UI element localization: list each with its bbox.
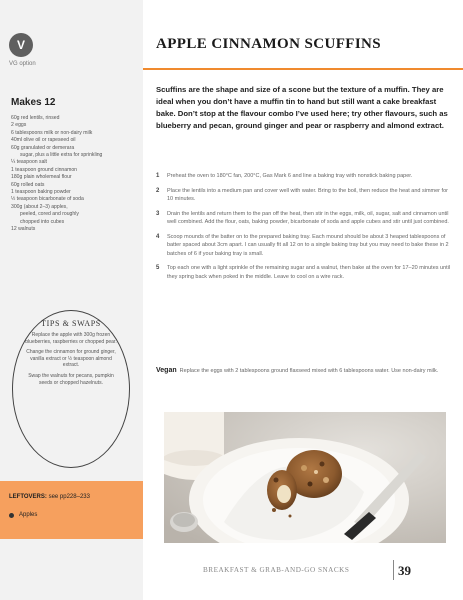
tip-item: Change the cinnamon for ground ginger, vanilla extract or ½ teaspoon almond extract. bbox=[26, 349, 116, 369]
ingredient-item: ¼ teaspoon salt bbox=[11, 159, 47, 166]
scuffins-photo bbox=[164, 412, 446, 543]
tips-title: TIPS & SWAPS bbox=[41, 319, 101, 328]
method-step bbox=[156, 233, 452, 259]
step-text: Place the lentils into a medium pan and cover well with water. Bring to the boil, then reduce the heat and simmer for 10 minutes. bbox=[167, 187, 448, 202]
ingredient-item: sugar, plus a little extra for sprinkling bbox=[20, 152, 103, 159]
step-number: 5 bbox=[156, 265, 160, 271]
method-step bbox=[156, 187, 452, 204]
step-number: 3 bbox=[156, 210, 160, 217]
step-number: 2 bbox=[156, 187, 160, 194]
ingredient-item: 1 teaspoon ground cinnamon bbox=[11, 166, 77, 173]
step-text: Scoop mounds of the batter on to the prepared baking tray. Each mound should be about 3 heaped tablespoons of batter spaced about 3cm apart. I can usually fit all 12 on to a single baking tray but you may need to bake these in 2 batches of 6 if your baking tray is small. bbox=[167, 233, 449, 257]
ingredient-list bbox=[11, 115, 139, 234]
yield-heading: Makes 12 bbox=[11, 97, 56, 108]
vegetarian-badge-icon: V bbox=[9, 33, 33, 57]
method-steps bbox=[156, 172, 452, 287]
leftover-item bbox=[9, 512, 133, 518]
ingredient-item: 60g red lentils, rinsed bbox=[11, 115, 60, 121]
ingredient-item: chopped into cubes bbox=[20, 218, 65, 225]
recipe-title: APPLE CINNAMON SCUFFINS bbox=[156, 36, 382, 52]
vegan-label: Vegan bbox=[156, 367, 177, 374]
method-step bbox=[156, 172, 452, 181]
ingredient-item: 60g rolled oats bbox=[11, 181, 45, 188]
ingredient-item: peeled, cored and roughly bbox=[20, 211, 79, 218]
ingredient-item: 2 eggs bbox=[11, 122, 27, 129]
ingredient-item: 40ml olive oil or rapeseed oil bbox=[11, 137, 76, 144]
scuffins-illustration bbox=[164, 412, 446, 543]
leftover-item-label: Apples bbox=[19, 512, 38, 518]
vegan-note bbox=[156, 367, 450, 376]
leftovers-box bbox=[0, 481, 143, 539]
ingredient-item: ½ teaspoon bicarbonate of soda bbox=[11, 196, 84, 203]
step-text: Top each one with a light sprinkle of the remaining sugar and a walnut, then bake at the oven for 17–20 minutes until they spring back when poked in the middle. Leave to cool on a wire rack. bbox=[167, 265, 451, 280]
method-step bbox=[156, 264, 452, 281]
ingredient-item: 60g granulated or demerara bbox=[11, 144, 75, 151]
accent-rule bbox=[143, 68, 463, 70]
tip-item: Replace the apple with 300g frozen blueberries, raspberries or chopped pear. bbox=[25, 332, 117, 345]
leftovers-page-ref: see pp228–233 bbox=[48, 494, 90, 500]
bullet-icon bbox=[9, 513, 14, 518]
tips-and-swaps-box bbox=[12, 310, 130, 468]
method-step bbox=[156, 210, 452, 227]
ingredient-item: 12 walnuts bbox=[11, 226, 36, 233]
page-number: 39 bbox=[398, 563, 411, 578]
step-number: 4 bbox=[156, 233, 160, 240]
vg-option-label: VG option bbox=[9, 61, 36, 67]
step-text: Preheat the oven to 180°C fan, 200°C, Gas Mark 6 and line a baking tray with nonstick baking paper. bbox=[167, 173, 413, 179]
recipe-intro: Scuffins are the shape and size of a scone but the texture of a muffin. They are ideal when you don’t have a muffin tin to hand but still want a cake breakfast bake. Don’t stop at the flavour combo I’ve used here; try other flavours, such as blueberry and pecan, ground ginger and pear or raspberry and almond extract. bbox=[156, 85, 448, 130]
footer-divider bbox=[393, 560, 394, 580]
vegan-text: Replace the eggs with 2 tablespoons ground flaxseed mixed with 6 tablespoons water. Use non-dairy milk. bbox=[179, 368, 439, 374]
footer-section-title: BREAKFAST & GRAB-AND-GO SNACKS bbox=[203, 566, 350, 574]
step-text: Drain the lentils and return them to the pan off the heat, then stir in the eggs, milk, oil, sugar, salt and cinnamon until well combined. Add the flour, oats, baking powder, bicarbonate of soda and apple cubes and stir until just combined. bbox=[167, 210, 449, 225]
step-number: 1 bbox=[156, 173, 160, 179]
ingredient-item: 300g (about 2–3) apples, bbox=[11, 203, 68, 210]
ingredient-item: 180g plain wholemeal flour bbox=[11, 174, 72, 181]
ingredient-item: 1 teaspoon baking powder bbox=[11, 189, 71, 196]
ingredient-item: 6 tablespoons milk or non-dairy milk bbox=[11, 129, 93, 136]
leftovers-heading bbox=[9, 494, 133, 500]
leftovers-label: LEFTOVERS: bbox=[9, 494, 47, 500]
tip-item: Swap the walnuts for pecans, pumpkin seeds or chopped hazelnuts. bbox=[28, 372, 114, 386]
